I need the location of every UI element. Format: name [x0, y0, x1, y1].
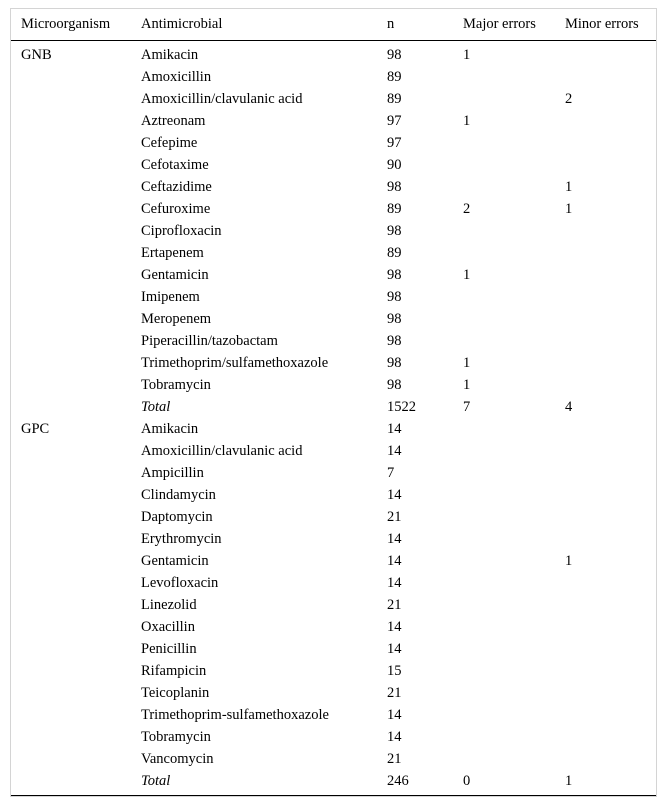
minor-errors-cell — [565, 616, 656, 638]
minor-errors-cell — [565, 66, 656, 88]
table-row — [11, 638, 656, 660]
table-row — [11, 374, 656, 396]
major-errors-cell — [463, 704, 565, 726]
table-row — [11, 748, 656, 770]
minor-errors-cell: 1 — [565, 200, 573, 217]
microorganism-cell — [11, 462, 141, 484]
major-errors-cell — [463, 242, 565, 264]
n-cell: 14 — [387, 574, 402, 591]
n-cell: 98 — [387, 222, 402, 239]
major-errors-cell — [463, 484, 565, 506]
minor-errors-cell — [565, 440, 656, 462]
antimicrobial-cell: Erythromycin — [141, 530, 222, 547]
n-cell: 14 — [387, 728, 402, 745]
table-row — [11, 506, 656, 528]
microorganism-cell — [11, 682, 141, 704]
major-errors-cell: 1 — [463, 112, 471, 129]
major-errors-cell: 1 — [463, 354, 471, 371]
minor-errors-cell — [565, 748, 656, 770]
antimicrobial-cell: Tobramycin — [141, 728, 211, 745]
n-cell: 98 — [387, 354, 402, 371]
table-row — [11, 572, 656, 594]
major-errors-cell — [463, 440, 565, 462]
header-row — [11, 16, 656, 41]
n-cell: 14 — [387, 706, 402, 723]
table-row — [11, 110, 656, 132]
major-errors-cell — [463, 88, 565, 110]
n-cell: 98 — [387, 310, 402, 327]
minor-errors-cell — [565, 682, 656, 704]
antimicrobial-cell: Teicoplanin — [141, 684, 210, 701]
antimicrobial-cell: Linezolid — [141, 596, 197, 613]
microorganism-cell — [11, 264, 141, 286]
antimicrobial-cell: Gentamicin — [141, 266, 209, 283]
major-errors-cell: 2 — [463, 200, 471, 217]
table-row — [11, 154, 656, 176]
minor-errors-cell — [565, 638, 656, 660]
n-cell: 14 — [387, 420, 402, 437]
minor-errors-cell — [565, 374, 656, 396]
total-n: 1522 — [387, 398, 416, 415]
minor-errors-cell — [565, 220, 656, 242]
minor-errors-cell — [565, 704, 656, 726]
antimicrobial-cell: Amoxicillin/clavulanic acid — [141, 442, 303, 459]
antimicrobial-cell: Tobramycin — [141, 376, 211, 393]
minor-errors-cell: 1 — [565, 178, 573, 195]
major-errors-cell — [463, 308, 565, 330]
minor-errors-cell — [565, 110, 656, 132]
microorganism-cell — [11, 748, 141, 770]
microorganism-cell — [11, 440, 141, 462]
n-cell: 98 — [387, 46, 402, 63]
major-errors-cell — [463, 462, 565, 484]
n-cell: 98 — [387, 178, 402, 195]
antimicrobial-cell: Clindamycin — [141, 486, 216, 503]
minor-errors-cell — [565, 308, 656, 330]
microorganism-cell — [11, 484, 141, 506]
table-row — [11, 616, 656, 638]
minor-errors-cell — [565, 286, 656, 308]
n-cell: 98 — [387, 288, 402, 305]
major-errors-cell — [463, 506, 565, 528]
n-cell: 14 — [387, 618, 402, 635]
microorganism-cell — [11, 88, 141, 110]
major-errors-cell — [463, 682, 565, 704]
table-row — [11, 726, 656, 748]
antimicrobial-cell: Ceftazidime — [141, 178, 212, 195]
total-n: 246 — [387, 772, 409, 789]
microorganism-cell — [11, 176, 141, 198]
antimicrobial-cell: Meropenem — [141, 310, 212, 327]
microorganism-cell — [11, 374, 141, 396]
table-row — [11, 594, 656, 616]
microorganism-cell — [11, 616, 141, 638]
table-row — [11, 440, 656, 462]
antimicrobial-cell: Ertapenem — [141, 244, 204, 261]
major-errors-cell — [463, 286, 565, 308]
antimicrobial-cell: Gentamicin — [141, 552, 209, 569]
table-body — [11, 41, 656, 793]
minor-errors-cell — [565, 330, 656, 352]
microorganism-cell — [11, 704, 141, 726]
antimicrobial-cell: Amikacin — [141, 46, 199, 63]
table-header — [11, 16, 656, 41]
antimicrobial-cell: Oxacillin — [141, 618, 195, 635]
table-row — [11, 198, 656, 220]
n-cell: 14 — [387, 552, 402, 569]
antimicrobial-cell: Amoxicillin/clavulanic acid — [141, 90, 303, 107]
minor-errors-cell — [565, 41, 656, 67]
minor-errors-cell — [565, 726, 656, 748]
antimicrobial-cell: Daptomycin — [141, 508, 213, 525]
minor-errors-cell — [565, 594, 656, 616]
minor-errors-cell — [565, 242, 656, 264]
n-cell: 21 — [387, 596, 402, 613]
major-errors-cell — [463, 726, 565, 748]
header-major-errors: Major errors — [463, 16, 565, 41]
antimicrobial-cell: Ciprofloxacin — [141, 222, 222, 239]
major-errors-cell — [463, 66, 565, 88]
minor-errors-cell — [565, 506, 656, 528]
table-row — [11, 308, 656, 330]
microorganism-cell — [11, 572, 141, 594]
total-minor-errors: 4 — [565, 398, 573, 415]
header-minor-errors: Minor errors — [565, 16, 656, 41]
microorganism-cell — [11, 66, 141, 88]
microorganism-cell — [11, 638, 141, 660]
antimicrobial-cell: Amikacin — [141, 420, 199, 437]
antimicrobial-cell: Cefepime — [141, 134, 198, 151]
microorganism-cell — [11, 594, 141, 616]
n-cell: 90 — [387, 156, 402, 173]
table-row — [11, 330, 656, 352]
microorganism-cell — [11, 352, 141, 374]
minor-errors-cell: 1 — [565, 552, 573, 569]
n-cell: 7 — [387, 464, 395, 481]
major-errors-cell — [463, 528, 565, 550]
microorganism-cell — [11, 286, 141, 308]
results-table-container — [10, 8, 657, 797]
n-cell: 89 — [387, 200, 402, 217]
antimicrobial-cell: Levofloxacin — [141, 574, 219, 591]
antimicrobial-cell: Piperacillin/tazobactam — [141, 332, 278, 349]
n-cell: 21 — [387, 684, 402, 701]
header-microorganism: Microorganism — [11, 16, 141, 41]
major-errors-cell — [463, 638, 565, 660]
table-row — [11, 704, 656, 726]
minor-errors-cell — [565, 462, 656, 484]
antimicrobial-cell: Penicillin — [141, 640, 197, 657]
table-row — [11, 66, 656, 88]
minor-errors-cell — [565, 132, 656, 154]
microorganism-cell — [11, 132, 141, 154]
table-bottom-rule — [11, 795, 656, 796]
antimicrobial-cell: Trimethoprim/sulfamethoxazole — [141, 354, 329, 371]
table-row — [11, 286, 656, 308]
table-row — [11, 418, 656, 440]
table-row — [11, 220, 656, 242]
microorganism-cell — [11, 198, 141, 220]
antimicrobial-cell: Aztreonam — [141, 112, 206, 129]
major-errors-cell: 1 — [463, 376, 471, 393]
antimicrobial-cell: Trimethoprim-sulfamethoxazole — [141, 706, 329, 723]
table-row — [11, 528, 656, 550]
minor-errors-cell — [565, 528, 656, 550]
table-row — [11, 41, 656, 67]
microorganism-cell — [11, 550, 141, 572]
antimicrobial-cell: Rifampicin — [141, 662, 207, 679]
microorganism-cell — [11, 726, 141, 748]
table-row — [11, 682, 656, 704]
minor-errors-cell — [565, 418, 656, 440]
header-antimicrobial: Antimicrobial — [141, 16, 387, 41]
major-errors-cell: 1 — [463, 46, 471, 63]
total-row — [11, 770, 656, 792]
antimicrobial-cell: Amoxicillin — [141, 68, 212, 85]
microorganism-cell — [11, 506, 141, 528]
table-row — [11, 88, 656, 110]
major-errors-cell — [463, 572, 565, 594]
microorganism-cell — [11, 110, 141, 132]
n-cell: 98 — [387, 266, 402, 283]
total-minor-errors: 1 — [565, 772, 573, 789]
antimicrobial-cell: Imipenem — [141, 288, 200, 305]
header-n: n — [387, 16, 463, 41]
n-cell: 15 — [387, 662, 402, 679]
microorganism-cell — [11, 396, 141, 418]
table-row — [11, 462, 656, 484]
antimicrobial-cell: Cefuroxime — [141, 200, 211, 217]
microorganism-cell: GNB — [21, 46, 52, 63]
minor-errors-cell — [565, 572, 656, 594]
major-errors-cell — [463, 748, 565, 770]
major-errors-cell — [463, 154, 565, 176]
major-errors-cell — [463, 594, 565, 616]
table-row — [11, 352, 656, 374]
major-errors-cell — [463, 330, 565, 352]
n-cell: 21 — [387, 750, 402, 767]
microorganism-cell — [11, 308, 141, 330]
major-errors-cell: 1 — [463, 266, 471, 283]
n-cell: 89 — [387, 68, 402, 85]
antimicrobial-cell: Cefotaxime — [141, 156, 209, 173]
total-major-errors: 0 — [463, 772, 471, 789]
n-cell: 21 — [387, 508, 402, 525]
table-row — [11, 242, 656, 264]
minor-errors-cell — [565, 154, 656, 176]
minor-errors-cell — [565, 660, 656, 682]
minor-errors-cell — [565, 484, 656, 506]
major-errors-cell — [463, 220, 565, 242]
major-errors-cell — [463, 418, 565, 440]
minor-errors-cell — [565, 264, 656, 286]
microorganism-cell — [11, 660, 141, 682]
table-row — [11, 484, 656, 506]
major-errors-cell — [463, 660, 565, 682]
n-cell: 14 — [387, 486, 402, 503]
minor-errors-cell: 2 — [565, 90, 573, 107]
results-table — [11, 16, 656, 792]
microorganism-cell — [11, 770, 141, 792]
table-row — [11, 132, 656, 154]
table-row — [11, 264, 656, 286]
major-errors-cell — [463, 616, 565, 638]
total-major-errors: 7 — [463, 398, 471, 415]
total-row — [11, 396, 656, 418]
microorganism-cell — [11, 330, 141, 352]
microorganism-cell — [11, 220, 141, 242]
n-cell: 97 — [387, 134, 402, 151]
major-errors-cell — [463, 176, 565, 198]
antimicrobial-cell: Ampicillin — [141, 464, 204, 481]
n-cell: 97 — [387, 112, 402, 129]
n-cell: 98 — [387, 376, 402, 393]
n-cell: 14 — [387, 530, 402, 547]
n-cell: 98 — [387, 332, 402, 349]
major-errors-cell — [463, 132, 565, 154]
microorganism-cell: GPC — [21, 420, 50, 437]
microorganism-cell — [11, 154, 141, 176]
n-cell: 14 — [387, 640, 402, 657]
minor-errors-cell — [565, 352, 656, 374]
microorganism-cell — [11, 242, 141, 264]
major-errors-cell — [463, 550, 565, 572]
total-label: Total — [141, 772, 171, 789]
total-label: Total — [141, 398, 171, 415]
n-cell: 14 — [387, 442, 402, 459]
table-row — [11, 660, 656, 682]
antimicrobial-cell: Vancomycin — [141, 750, 214, 767]
n-cell: 89 — [387, 90, 402, 107]
table-row — [11, 176, 656, 198]
microorganism-cell — [11, 528, 141, 550]
table-row — [11, 550, 656, 572]
n-cell: 89 — [387, 244, 402, 261]
